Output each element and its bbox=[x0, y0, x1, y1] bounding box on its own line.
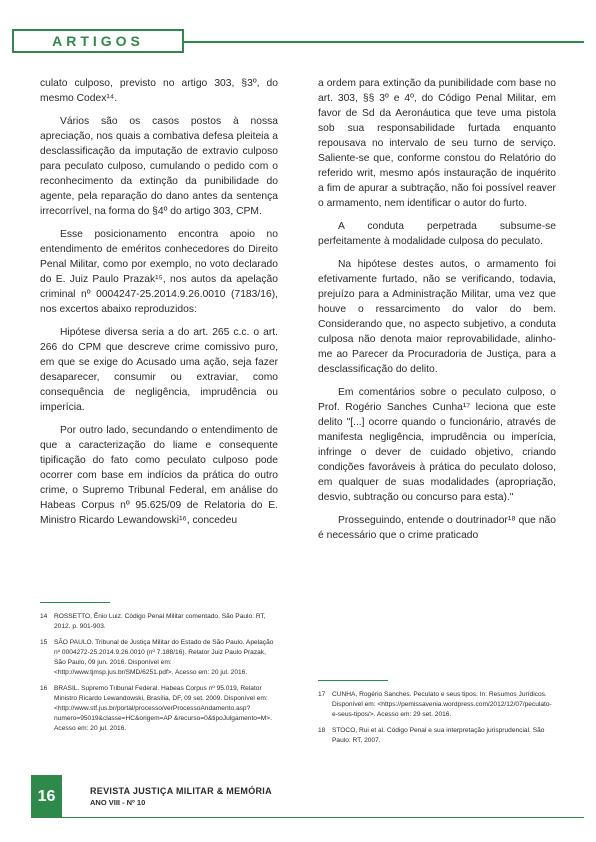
footnote-text: ROSSETTO, Ênio Luiz. Código Penal Militar comentado. São Paulo: RT, 2012. p. 901-903. bbox=[54, 613, 266, 630]
footnote-number: 15 bbox=[40, 639, 48, 646]
footnotes-right bbox=[318, 690, 556, 752]
paragraph: Esse posicionamento encontra apoio no entendimento de eméritos conhecedores do Direito Penal Militar, como por exemplo, no voto declarado do E. Juiz Paulo Prazak¹⁵, nos autos da apelação criminal nº 0004247-25.2014.9.26.0010 (7183/16), nos excertos abaixo reproduzidos: bbox=[40, 229, 278, 315]
block-quote: A conduta perpetrada subsume-se perfeitamente à modalidade culposa do peculato. bbox=[318, 221, 556, 247]
footnote-number: 17 bbox=[318, 691, 326, 698]
left-column bbox=[40, 76, 278, 536]
paragraph: Vários são os casos postos à nossa apreciação, nos quais a combativa defesa pleiteia a desclassificação da imputação de extravio culposo para peculato culposo, cumulando o pedido com o reconhecimento da extinção da punibilidade do agente, pela reparação do dano antes da sentença irrecorrível, na forma do §4º do artigo 303, CPM. bbox=[40, 116, 278, 217]
header-divider bbox=[184, 41, 584, 43]
footnote-text: STOCO, Rui et al. Código Penal e sua interpretação jurisprudencial. São Paulo: RT, 2007. bbox=[332, 727, 545, 744]
footer-divider bbox=[62, 817, 584, 818]
footnote bbox=[40, 684, 278, 734]
block-quote: Na hipótese destes autos, o armamento foi efetivamente furtado, não se verificando, todavia, prejuízo para a Administração Militar, uma vez que houve o ressarcimento do valor do bem. Considerando que, no aspecto subjetivo, a conduta culposa não denota maior reprovabilidade, alinho-me ao Parecer da Procuradoria de Justiça, para a desclassificação do delito. bbox=[318, 259, 556, 375]
footnote bbox=[40, 638, 278, 678]
footnote-divider bbox=[40, 602, 110, 603]
footnote-text: SÃO PAULO. Tribunal de Justiça Militar do Estado de São Paulo. Apelação nº 0004272-25.2014.9.26.0010 (nº 7.188/16). Relator Juiz Paulo Prazak, São Paulo, 09 jun. 2016. Disponível em: <http://www.tjmsp.jus.br/SMD/6251.pdf>. Acesso em: 20 jul. 2016. bbox=[54, 639, 274, 676]
paragraph: a ordem para extinção da punibilidade com base no art. 303, §§ 3º e 4º, do Código Penal Militar, em favor de Sd da Aeronáutica que teve uma pistola sob sua responsabilidade furtada enquanto repousava no intervalo de seu turno de serviço. Saliente-se que, conforme constou do Relatório do referido writ, mesmo após instauração de inquérito a fim de apurar a subtração, não foi possível reaver o armamento, nem identificar o autor do furto. bbox=[318, 78, 556, 209]
footnote bbox=[318, 690, 556, 720]
page-number: 16 bbox=[37, 787, 56, 805]
footnote bbox=[318, 726, 556, 746]
paragraph: Prosseguindo, entende o doutrinador¹⁸ que não é necessário que o crime praticado bbox=[318, 515, 556, 541]
block-quote: Hipótese diversa seria a do art. 265 c.c. o art. 266 do CPM que descreve crime comissivo puro, em que se exige do Acusado uma ação, seja fazer desaparecer, consumir ou extraviar, como consequência de negligência, imprudência ou imperícia. bbox=[40, 327, 278, 413]
footnote bbox=[40, 612, 278, 632]
footnote-number: 18 bbox=[318, 727, 326, 734]
footnote-number: 16 bbox=[40, 685, 48, 692]
footnotes-left bbox=[40, 612, 278, 740]
journal-title: REVISTA JUSTIÇA MILITAR & MEMÓRIA bbox=[90, 786, 272, 796]
footnote-text: BRASIL. Supremo Tribunal Federal. Habeas Corpus nº 95.019, Relator Ministro Ricardo Lewandowski, Brasília, DF, 09 set. 2009. Disponível em: <http://www.stf.jus.br/portal/processo/verProcessoAndamento.asp?numero=95019&classe=HC&origem=AP &recurso=0&tipoJulgamento=M>. Acesso em: 20 jul. 2016. bbox=[54, 685, 272, 732]
paragraph: Por outro lado, secundando o entendimento de que a caracterização do liame e consequente tipificação do fato como peculato culposo pode ocorrer com base em indícios da prática do outro crime, o Supremo Tribunal Federal, em análise do Habeas Corpus nº 95.625/09 de Relatoria do E. Ministro Ricardo Lewandowski¹⁶, concedeu bbox=[40, 425, 278, 526]
paragraph: culato culposo, previsto no artigo 303, §3º, do mesmo Codex¹⁴. bbox=[40, 78, 278, 104]
footnote-number: 14 bbox=[40, 613, 48, 620]
footnote-divider bbox=[318, 680, 388, 681]
right-column bbox=[318, 76, 556, 551]
footnote-text: CUNHA, Rogério Sanches. Peculato e seus tipos. In: Resumos Jurídicos. Disponível em: <https://pemissavenia.wordpress.com/2012/12/07/peculato-e-seus-tipos/>. Acesso em: 29 set. 2016. bbox=[332, 691, 552, 718]
section-title: ARTIGOS bbox=[52, 33, 144, 49]
paragraph: Em comentários sobre o peculato culposo, o Prof. Rogério Sanches Cunha¹⁷ leciona que este delito "[...] ocorre quando o funcionário, através de manifesta negligência, imprudência ou imperícia, infringe o dever de cuidado objetivo, criando condições favoráveis à prática do peculato doloso, em qualquer de suas modalidades (apropriação, desvio, subtração ou concurso para esta)." bbox=[318, 387, 556, 503]
journal-issue: ANO VIII - Nº 10 bbox=[90, 798, 146, 807]
